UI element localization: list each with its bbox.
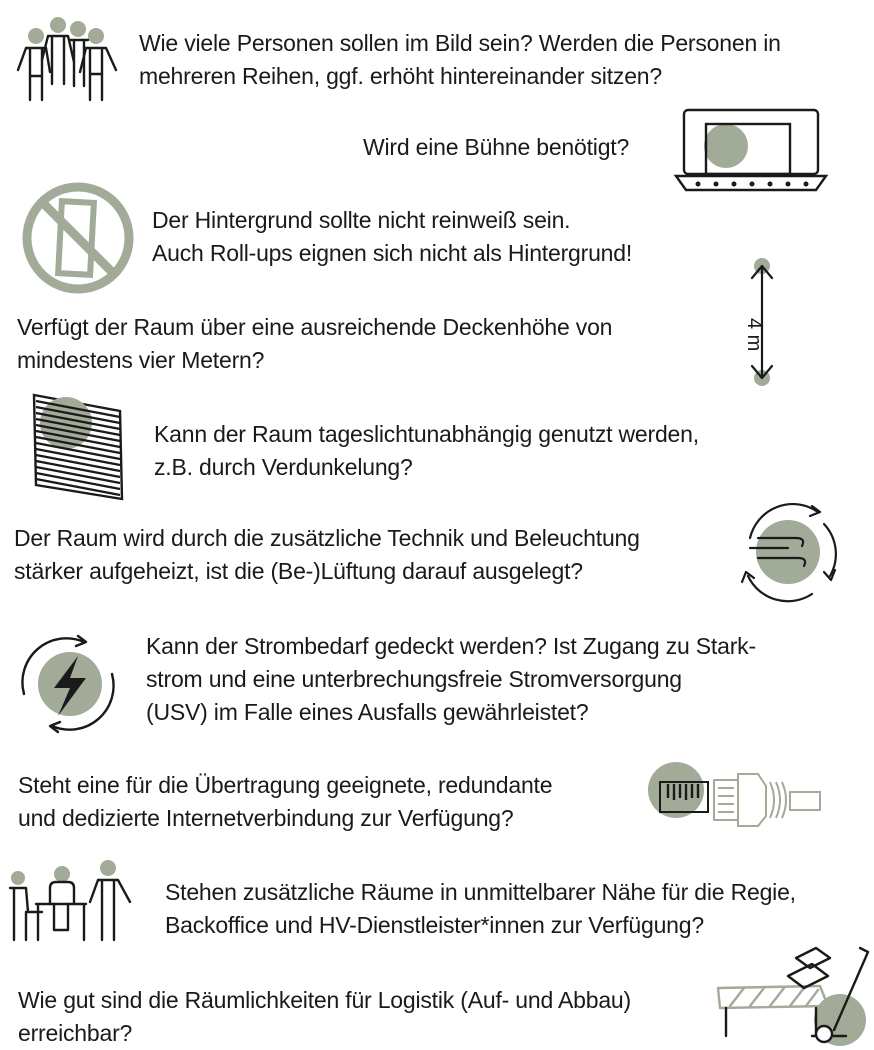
group-of-people-icon — [12, 16, 124, 106]
office-staff-icon — [6, 860, 136, 946]
stage-icon — [672, 108, 832, 198]
power-lightning-icon — [18, 634, 118, 734]
people-question: Wie viele Personen sollen im Bild sein? Werden die Personen in mehreren Reihen, ggf. erhöht hintereinander sitzen? — [139, 30, 781, 89]
no-white-background-icon — [20, 180, 136, 296]
stage-question: Wird eine Bühne benötigt? — [363, 134, 630, 160]
window-blinds-icon — [30, 393, 126, 501]
daylight-question: Kann der Raum tageslichtunabhängig genutzt werden, z.B. durch Verdunkelung? — [154, 421, 699, 480]
ceiling-height-question: Verfügt der Raum über eine ausreichende Deckenhöhe von mindestens vier Metern? — [17, 314, 613, 373]
network-cable-icon — [646, 758, 826, 834]
ventilation-airflow-icon — [736, 502, 840, 606]
logistics-question: Wie gut sind die Räumlichkeiten für Logistik (Auf- und Abbau) erreichbar? — [18, 987, 631, 1046]
rooms-question: Stehen zusätzliche Räume in unmittelbarer Nähe für die Regie, Backoffice und HV-Dienstleister*innen zur Verfügung? — [165, 879, 796, 938]
background-hint: Der Hintergrund sollte nicht reinweiß sein. Auch Roll-ups eignen sich nicht als Hintergrund! — [152, 207, 633, 266]
power-question: Kann der Strombedarf gedeckt werden? Ist Zugang zu Stark- strom und eine unterbrechungsfreie Stromversorgung (USV) im Falle eines Ausfalls gewährleistet? — [146, 633, 756, 725]
internet-question: Steht eine für die Übertragung geeignete, redundante und dedizierte Internetverbindung zur Verfügung? — [18, 772, 553, 831]
ventilation-question: Der Raum wird durch die zusätzliche Technik und Beleuchtung stärker aufgeheizt, ist die (Be-)Lüftung darauf ausgelegt? — [14, 525, 640, 584]
ceiling-height-label: 4 m — [743, 318, 765, 352]
logistics-hand-truck-icon — [716, 946, 872, 1045]
